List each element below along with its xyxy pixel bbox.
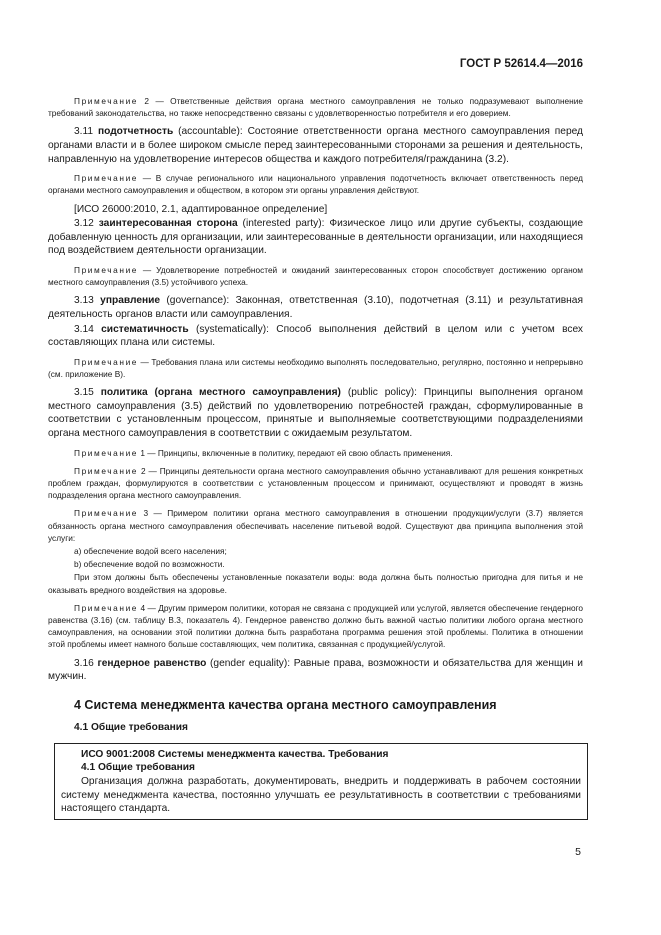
note-label: Примечание [74, 96, 139, 106]
term-definition [48, 125, 583, 166]
note-label: Примечание [74, 173, 139, 184]
note-label: Примечание [74, 508, 139, 519]
term-text: (accountable): Состояние ответственности органа местного самоуправления перед органами власти и в более широком смысле перед заинтересованными сторонами за решения и деятельность, направленную на удовлетворение интересов общества и каждого потребителя/гражданина (3.2). [48, 126, 583, 165]
note-paragraph [48, 264, 583, 288]
term-text: (systematically): Способ выполнения действий в целом или с учетом всех составляющих плана или системы. [48, 323, 584, 349]
term-definition [48, 323, 583, 350]
term-name: подотчетность [97, 126, 174, 138]
term-definition [48, 217, 583, 258]
note-label: Примечание [74, 264, 139, 275]
term-number: 3.15 [74, 387, 101, 399]
source-reference: [ИСО 26000:2010, 2.1, адаптированное определение] [74, 203, 328, 215]
term-number: 3.14 [74, 323, 102, 335]
box-subtitle: 4.1 Общие требования [81, 762, 195, 774]
box-text: Организация должна разработать, документировать, внедрить и поддерживать в рабочем состоянии систему менеджмента качества, постоянно улучшать ее результативность в соответствии с требованиями настоящего стандарта. [61, 775, 581, 815]
box-title: ИСО 9001:2008 Системы менеджмента качества. Требования [81, 748, 389, 760]
note-paragraph [48, 172, 583, 196]
note-text: — Требования плана или системы необходимо выполнять последовательно, регулярно, постоянно и непрерывно (см. приложение В). [48, 356, 583, 379]
term-name: управление [100, 295, 161, 307]
definitions-list [48, 95, 583, 684]
term-name: гендерное равенство [97, 657, 207, 669]
note-paragraph [48, 507, 583, 544]
note-number: 1 [138, 447, 145, 458]
note-number: 2 [138, 465, 146, 476]
note-paragraph [48, 356, 583, 380]
note-label: Примечание [74, 602, 139, 613]
term-text: (interested party): Физическое лицо или другие субъекты, создающие добавленную ценность для организации, или заинтересованные в деятельности организации, или находящиеся под воздействием деятельности организации. [48, 218, 583, 257]
section-heading: 4 Система менеджмента качества органа местного самоуправления [74, 697, 497, 712]
list-item: a) обеспечение водой всего населения; [74, 545, 227, 556]
note-label: Примечание [74, 447, 139, 458]
term-number: 3.11 [74, 126, 98, 138]
note-text: — Примером политики органа местного самоуправления в отношении продукции/услуги (3.7) является обязанность органа местного самоуправления обеспечивать население питьевой водой. Существуют два принципа выполнения этой услуги: [48, 508, 583, 543]
note-paragraph [48, 602, 583, 651]
quoted-standard-box [54, 743, 588, 820]
term-number: 3.12 [74, 218, 99, 230]
term-number: 3.16 [74, 657, 98, 669]
note-text: — Другим примером политики, которая не связана с продукцией или услугой, является обеспечение гендерного равенства (3.16) (см. таблицу В.3, показатель 4). Гендерное равенство должно быть важной частью политики любого органа местного самоуправления, на основании этой политики должна быть разработана программа решения этой проблемы. Политика в отношении этой проблемы имеет намного больше составляющих, чем политика, связанная с продукцией/услугой. [48, 602, 584, 650]
note-number: 4 [138, 602, 146, 613]
note-continuation: При этом должны быть обеспечены установленные показатели воды: вода должна быть полностью пригодна для питья и не оказывать вредного воздействия на здоровье. [48, 572, 583, 595]
note-text: — В случае регионального или национального управления подотчетность включает ответственность перед органами местного самоуправления и обществом, в котором эти органы управления действуют. [48, 173, 583, 196]
page-number: 5 [575, 846, 581, 858]
note-paragraph [48, 465, 583, 502]
term-definition [48, 386, 583, 440]
document-code: ГОСТ Р 52614.4—2016 [459, 58, 583, 70]
subsection-heading: 4.1 Общие требования [74, 721, 188, 733]
term-text: (governance): Законная, ответственная (3.10), подотчетная (3.11) и результативная деятельность органов власти или самоуправления. [48, 295, 583, 320]
note-paragraph [48, 95, 583, 119]
note-number: 3 [138, 508, 149, 519]
term-number: 3.13 [74, 295, 101, 307]
note-text: — Ответственные действия органа местного самоуправления не только подразумевают выполнение требований законодательства, но также непосредственно связаны с удовлетворенностью потребителя и его доверием. [48, 96, 583, 119]
note-label: Примечание [74, 356, 139, 367]
term-name: заинтересованная сторона [98, 218, 238, 230]
term-text: (public policy): Принципы выполнения органом местного самоуправления (3.5) действий по удовлетворению потребностей граждан, сформулированные в соответствии с установленным процессом, принятые и выполняемые соответствующими подразделениями органа местного самоуправления в соответствии с ожидаемым результатом. [48, 387, 583, 439]
term-definition [48, 294, 583, 321]
term-name: систематичность [101, 323, 189, 335]
term-name: политика (органа местного самоуправления) [100, 387, 341, 399]
list-item: b) обеспечение водой по возможности. [74, 559, 225, 570]
content [48, 95, 583, 820]
term-text: (gender equality): Равные права, возможности и обязательства для женщин и мужчин. [48, 657, 583, 683]
note-number: 2 [138, 96, 150, 106]
note-text: — Удовлетворение потребностей и ожиданий заинтересованных сторон способствует достижению органом местного самоуправления (3.5) устойчивого успеха. [48, 264, 583, 288]
note-label: Примечание [74, 465, 139, 476]
note-text: — Принципы деятельности органа местного самоуправления обычно устанавливают для решения конкретных проблем граждан, формулируются в соответствии с установленным процессом и принимают, осуществляют и проводят в жизнь подразделения органа местного самоуправления. [48, 465, 584, 501]
note-paragraph [48, 447, 583, 459]
note-text: — Принципы, включенные в политику, передают ей свою область применения. [144, 447, 453, 458]
term-definition [48, 657, 583, 684]
